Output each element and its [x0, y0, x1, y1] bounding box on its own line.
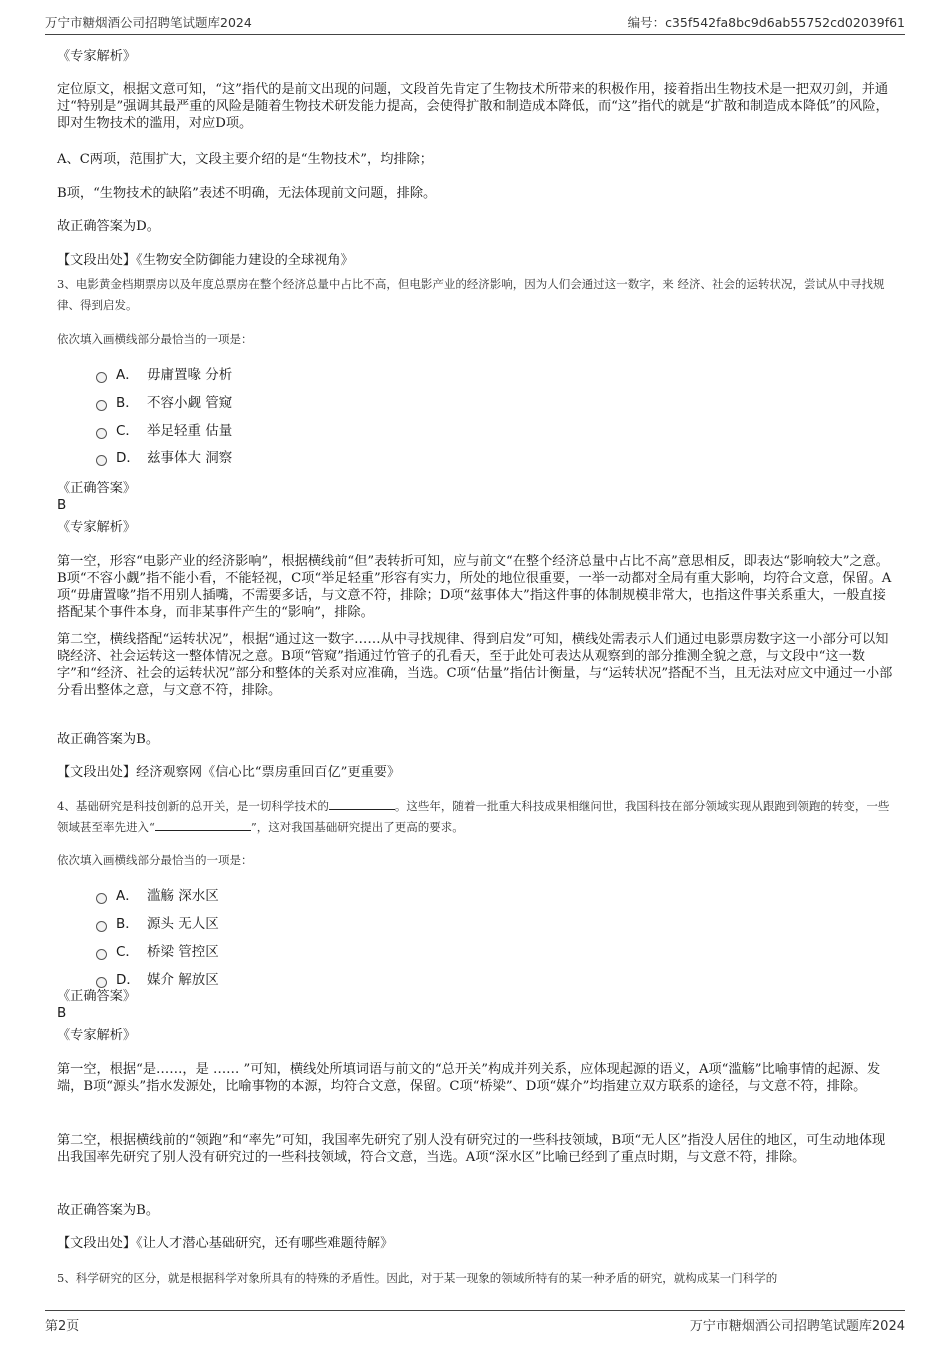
- radio-icon[interactable]: [96, 977, 107, 988]
- q3-option-b[interactable]: B． 不容小觑 管窥: [96, 394, 232, 412]
- radio-icon[interactable]: [96, 400, 107, 411]
- q3-option-d[interactable]: D． 兹事体大 洞察: [96, 449, 232, 467]
- q3-source: 【文段出处】经济观察网《信心比“票房重回百亿”更重要》: [57, 765, 401, 780]
- q4-blank-2: [155, 818, 251, 831]
- prev-expert-label: 《专家解析》: [57, 49, 137, 64]
- q3-analysis-para2: 第二空，横线搭配“运转状况”，根据“通过这一数字……从中寻找规律、得到启发”可知，横线处需表示人们通过电影票房数字这一小部分可以知晓经济、社会运转这一整体情况之意。B项“管窥”指通过竹管子的孔看天，至于此处可表达从观察到的部分推测全貌之意，与文段中“这一数字”和“经济、社会的运转状况”部分和整体的关系对应准确，当选。C项“估量”指估计衡量，与“运转状况”搭配不当，且无法对应文中通过一小部分看出整体之意，与文意不符，排除。: [57, 632, 893, 698]
- page-footer: [45, 1310, 905, 1335]
- prev-analysis-para1: 定位原文，根据文意可知，“这”指代的是前文出现的问题，文段首先肯定了生物技术所带来的积极作用，接着指出生物技术是一把双刃剑，并通过“特别是”强调其最严重的风险是随着生物技术研发能力提高，会使得扩散和制造成本降低，而“这”指代的就是“扩散和制造成本降低”的风险，即对生物技术的滥用，对应D项。: [57, 82, 889, 131]
- q4-analysis-para2: 第二空，根据横线前的“领跑”和“率先”可知，我国率先研究了别人没有研究过的一些科技领域，B项“无人区”指没人居住的地区，可生动地体现出我国率先研究了别人没有研究过的一些科技领域，符合文意，当选。A项“深水区”比喻已经到了重点时期，与文意不符，排除。: [57, 1133, 886, 1165]
- prev-source: 【文段出处】《生物安全防御能力建设的全球视角》: [57, 253, 354, 268]
- header-doc-id: 编号：c35f542fa8bc9d6ab55752cd02039f61: [627, 15, 905, 30]
- q3-answer-label: 《正确答案》: [57, 481, 137, 496]
- q3-prompt: 依次填入画横线部分最恰当的一项是：: [57, 332, 253, 346]
- q4-expert-label: 《专家解析》: [57, 1028, 137, 1043]
- footer-title: 万宁市糖烟酒公司招聘笔试题库2024: [689, 1319, 905, 1334]
- q4-blank-1: [329, 797, 395, 810]
- q3-option-c[interactable]: C． 举足轻重 估量: [96, 422, 232, 440]
- prev-analysis-para2: A、C两项，范围扩大，文段主要介绍的是“生物技术”，均排除；: [57, 152, 433, 167]
- prev-conclusion: 故正确答案为D。: [57, 219, 160, 234]
- radio-icon[interactable]: [96, 949, 107, 960]
- q4-option-a[interactable]: A． 滥觞 深水区: [96, 887, 219, 905]
- radio-icon[interactable]: [96, 921, 107, 932]
- q4-option-c[interactable]: C． 桥梁 管控区: [96, 943, 219, 961]
- page-number: 第2页: [45, 1319, 80, 1334]
- prev-analysis-para3: B项，“生物技术的缺陷”表述不明确，无法体现前文问题，排除。: [57, 186, 437, 201]
- q4-source: 【文段出处】《让人才潜心基础研究，还有哪些难题待解》: [57, 1236, 394, 1251]
- q4-answer: B: [57, 1005, 67, 1021]
- q4-option-d[interactable]: D． 媒介 解放区: [96, 971, 219, 989]
- radio-icon[interactable]: [96, 372, 107, 383]
- radio-icon[interactable]: [96, 455, 107, 466]
- q3-option-a[interactable]: A． 毋庸置喙 分析: [96, 366, 232, 384]
- q3-expert-label: 《专家解析》: [57, 520, 137, 535]
- q3-stem: 3、电影黄金档期票房以及年度总票房在整个经济总量中占比不高，但电影产业的经济影响，因为人们会通过这一数字，来 经济、社会的运转状况，尝试从中寻找规律、得到启发。: [57, 277, 885, 312]
- q3-conclusion: 故正确答案为B。: [57, 732, 160, 747]
- q4-answer-label: 《正确答案》: [57, 989, 137, 1004]
- q3-answer: B: [57, 497, 67, 513]
- radio-icon[interactable]: [96, 893, 107, 904]
- q4-prompt: 依次填入画横线部分最恰当的一项是：: [57, 853, 253, 867]
- page-header: [45, 14, 905, 35]
- q4-conclusion: 故正确答案为B。: [57, 1203, 160, 1218]
- header-title: 万宁市糖烟酒公司招聘笔试题库2024: [45, 15, 252, 30]
- q4-option-b[interactable]: B． 源头 无人区: [96, 915, 219, 933]
- q4-stem: 4、基础研究是科技创新的总开关，是一切科学技术的 。这些年，随着一批重大科技成果相继问世，我国科技在部分领域实现从跟跑到领跑的转变，一些领域甚至率先进入“ ”，这对我国基础研究提出了更高的要求。: [57, 799, 890, 834]
- q3-analysis-para1: 第一空，形容“电影产业的经济影响”，根据横线前“但”表转折可知，应与前文“在整个经济总量中占比不高”意思相反，即表达“影响较大”之意。B项“不容小觑”指不能小看，不能轻视，C项“举足轻重”形容有实力，所处的地位很重要，一举一动都对全局有重大影响，均符合文意，保留。A项“毋庸置喙”指不用别人插嘴，不需要多话，与文意不符，排除；D项“兹事体大”指这件事的体制规模非常大，也指这件事关系重大，一般直接搭配某个事件本身，而非某事件产生的“影响”，排除。: [57, 554, 892, 620]
- radio-icon[interactable]: [96, 428, 107, 439]
- q4-analysis-para1: 第一空，根据“是……，是 …… ”可知，横线处所填词语与前文的“总开关”构成并列关系，应体现起源的语义，A项“滥觞”比喻事情的起源、发端，B项“源头”指水发源处，比喻事物的本源，均符合文意，保留。C项“桥梁”、D项“媒介”均指建立双方联系的途径，与文意不符，排除。: [57, 1062, 881, 1094]
- q5-stem: 5、科学研究的区分，就是根据科学对象所具有的特殊的矛盾性。因此，对于某一现象的领域所特有的某一种矛盾的研究，就构成某一门科学的: [57, 1271, 778, 1285]
